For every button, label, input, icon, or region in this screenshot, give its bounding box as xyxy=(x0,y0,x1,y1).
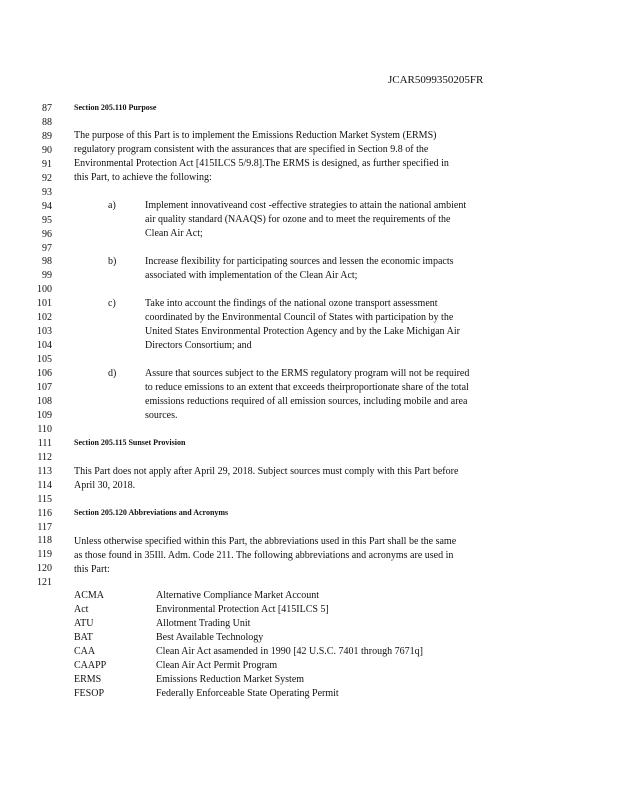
text-line: Unless otherwise specified within this Part, the abbreviations used in this Part shall be the same xyxy=(74,536,457,547)
line-number: 113 xyxy=(37,465,52,477)
line-number: 103 xyxy=(37,326,52,338)
text-line: air quality standard (NAAQS) for ozone and to meet the requirements of the xyxy=(145,214,451,225)
text-line: Directors Consortium; and xyxy=(145,340,252,351)
line-number: 115 xyxy=(37,493,52,505)
abbreviation-row xyxy=(74,674,554,688)
line-number: 87 xyxy=(42,103,52,114)
text-line: United States Environmental Protection Agency and by the Lake Michigan Air xyxy=(145,326,460,337)
abbreviation-row xyxy=(74,604,554,618)
abbreviation-row xyxy=(74,688,554,702)
text-line: Assure that sources subject to the ERMS regulatory program will not be required xyxy=(145,368,470,379)
item-marker: d) xyxy=(108,368,117,379)
line-number: 108 xyxy=(37,395,52,407)
section-120-title: Section 205.120 Abbreviations and Acronyms xyxy=(74,508,229,517)
text-line: this Part: xyxy=(74,564,110,575)
abbreviation-row xyxy=(74,660,554,674)
line-number: 118 xyxy=(37,535,52,547)
abbreviation-definition: Clean Air Act asamended in 1990 [42 U.S.C. 7401 through 7671q] xyxy=(156,646,423,657)
text-line: Implement innovativeand cost -effective strategies to attain the national ambient xyxy=(145,200,467,211)
line-number: 107 xyxy=(37,382,52,393)
line-number: 114 xyxy=(37,479,52,491)
line-number: 104 xyxy=(37,340,52,352)
abbreviation-definition: Federally Enforceable State Operating Permit xyxy=(156,688,339,699)
line-number: 112 xyxy=(37,451,52,463)
line-number: 110 xyxy=(37,423,52,435)
abbreviation-term: FESOP xyxy=(74,688,105,699)
line-number: 111 xyxy=(37,437,52,449)
abbreviation-definition: Emissions Reduction Market System xyxy=(156,674,305,685)
line-number: 102 xyxy=(37,312,52,324)
line-number: 93 xyxy=(42,186,52,198)
abbreviation-term: BAT xyxy=(74,632,93,643)
text-line: as those found in 35Ill. Adm. Code 211. The following abbreviations and acronyms are used in xyxy=(74,550,454,561)
line-number: 105 xyxy=(37,354,52,366)
abbreviation-definition: Clean Air Act Permit Program xyxy=(156,660,278,671)
item-marker: c) xyxy=(108,298,116,309)
item-marker: a) xyxy=(108,200,116,211)
document-id: JCAR5099350205FR xyxy=(388,74,484,86)
line-number: 106 xyxy=(37,368,52,380)
text-line: to reduce emissions to an extent that exceeds theirproportionate share of the total xyxy=(145,382,469,393)
text-line: Increase flexibility for participating sources and lessen the economic impacts xyxy=(145,256,454,267)
line-number: 119 xyxy=(37,549,52,561)
line-number: 98 xyxy=(42,256,52,268)
text-line: This Part does not apply after April 29, 2018. Subject sources must comply with this Part before xyxy=(74,466,459,477)
text-line: Take into account the findings of the national ozone transport assessment xyxy=(145,298,438,309)
line-number: 91 xyxy=(42,158,52,170)
abbreviation-row xyxy=(74,618,554,632)
line-number: 120 xyxy=(37,563,52,575)
text-line: coordinated by the Environmental Council of States with participation by the xyxy=(145,312,454,323)
line-number: 116 xyxy=(37,507,52,519)
item-marker: b) xyxy=(108,256,117,267)
abbreviation-term: ATU xyxy=(74,618,94,629)
section-110-title: Section 205.110 Purpose xyxy=(74,103,157,112)
line-number: 97 xyxy=(42,242,52,254)
text-line: April 30, 2018. xyxy=(74,480,136,491)
text-line: emissions reductions required of all emission sources, including mobile and area xyxy=(145,396,468,407)
line-number: 99 xyxy=(42,270,52,282)
line-number: 117 xyxy=(37,521,52,533)
section-115-title: Section 205.115 Sunset Provision xyxy=(74,438,186,447)
text-line: associated with implementation of the Clean Air Act; xyxy=(145,270,358,281)
abbreviation-term: CAA xyxy=(74,646,96,657)
abbreviation-term: ACMA xyxy=(74,590,105,601)
line-number: 95 xyxy=(42,214,52,226)
text-line: Environmental Protection Act [415ILCS 5/9.8].The ERMS is designed, as further specified in xyxy=(74,158,449,169)
abbreviation-row xyxy=(74,646,554,660)
abbreviation-definition: Alternative Compliance Market Account xyxy=(156,590,320,601)
line-number: 92 xyxy=(42,172,52,184)
text-line: sources. xyxy=(145,410,178,421)
abbreviation-term: ERMS xyxy=(74,674,102,685)
abbreviation-definition: Environmental Protection Act [415ILCS 5] xyxy=(156,604,329,615)
line-number: 90 xyxy=(42,144,52,156)
text-line: this Part, to achieve the following: xyxy=(74,172,212,183)
abbreviation-definition: Allotment Trading Unit xyxy=(156,618,251,629)
line-number: 89 xyxy=(42,130,52,142)
line-number: 88 xyxy=(42,116,52,128)
text-line: The purpose of this Part is to implement the Emissions Reduction Market System (ERMS) xyxy=(74,130,437,141)
line-number: 109 xyxy=(37,409,52,421)
abbreviation-term: CAAPP xyxy=(74,660,107,671)
text-line: Clean Air Act; xyxy=(145,228,203,239)
line-number: 101 xyxy=(37,298,52,310)
line-number: 121 xyxy=(37,577,52,589)
abbreviation-row xyxy=(74,632,554,646)
line-number: 100 xyxy=(37,284,52,296)
abbreviation-row xyxy=(74,590,554,604)
line-number: 94 xyxy=(42,200,52,212)
abbreviation-definition: Best Available Technology xyxy=(156,632,264,643)
line-number: 96 xyxy=(42,228,52,240)
text-line: regulatory program consistent with the assurances that are specified in Section 9.8 of the xyxy=(74,144,429,155)
abbreviation-term: Act xyxy=(74,604,89,615)
